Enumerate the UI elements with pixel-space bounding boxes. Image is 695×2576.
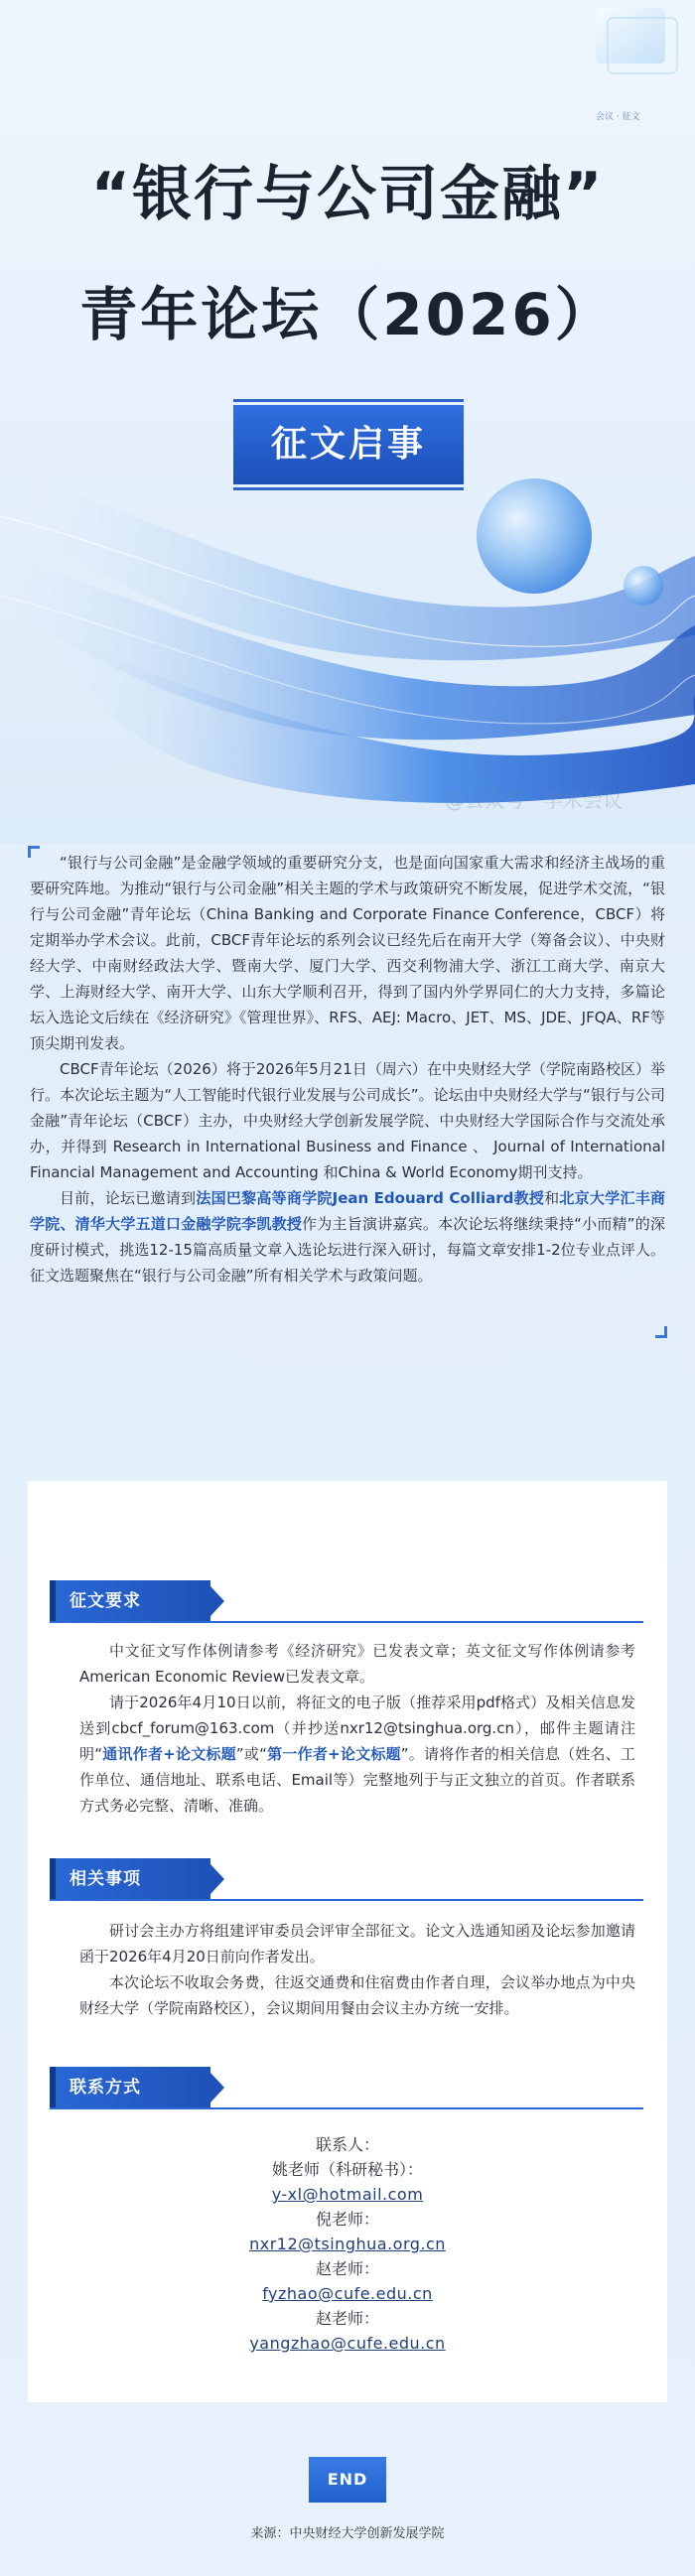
contact-name: 赵老师： xyxy=(315,2309,379,2328)
requirements-body xyxy=(79,1638,635,1819)
corner-bracket-icon xyxy=(655,1326,667,1338)
intro-paragraph-3: 目前，论坛已邀请到法国巴黎高等商学院Jean Edouard Colliard教授和北京大学汇丰商学院、清华大学五道口金融学院李凯教授作为主旨演讲嘉宾。本次论坛将继续秉持“小而精”的深度研讨模式，挑选12-15篇高质量文章入选论坛进行深入研讨，每篇文章安排1-2位专业点评人。征文选题聚焦在“银行与公司金融”所有相关学术与政策问题。 xyxy=(30,1189,665,1285)
notice-badge xyxy=(233,399,464,490)
title-line-1: “银行与公司金融” xyxy=(90,160,605,229)
related-paragraph-1: 研讨会主办方将组建评审委员会评审全部征文。论文入选通知函及论坛参加邀请函于2026年4月20日前向作者发出。 xyxy=(79,1922,635,1966)
contact-email-link[interactable]: fyzhao@cufe.edu.cn xyxy=(262,2284,433,2303)
tab-marker-icon xyxy=(50,1580,56,1622)
end-badge: END xyxy=(309,2457,386,2503)
info-panel xyxy=(28,1481,667,2402)
title-line-2: 青年论坛（2026） xyxy=(79,281,616,348)
section-header-related: 相关事项 xyxy=(50,1858,248,1900)
contact-list xyxy=(28,2132,667,2356)
related-body xyxy=(79,1918,635,2021)
intro-paragraph-1: “银行与公司金融”是金融学领域的重要研究分支，也是面向国家重大需求和经济主战场的重要研究阵地。为推动“银行与公司金融”相关主题的学术与政策研究不断发展，促进学术交流，“银行与公司金融”青年论坛（China Banking and Corporate Finance Conference，CBCF）将定期举办学术会议。此前，CBCF青年论坛的系列会议已经先后在南开大学（筹备会议）、中央财经大学、中南财经政法大学、暨南大学、厦门大学、西交利物浦大学、浙江工商大学、南京大学、上海财经大学、南开大学、山东大学顺利召开，得到了国内外学界同仁的大力支持，多篇论坛入选论文后续在《经济研究》《管理世界》、RFS、AEJ: Macro、JET、MS、JDE、JFQA、RF等顶尖期刊发表。 xyxy=(30,854,665,1052)
section-rule xyxy=(50,2107,643,2109)
contact-email-link[interactable]: nxr12@tsinghua.org.cn xyxy=(249,2235,446,2253)
section-rule xyxy=(50,1621,643,1623)
tab-marker-icon xyxy=(50,1858,56,1900)
arrow-tip-icon xyxy=(210,1864,224,1894)
badge-label: 征文启事 xyxy=(233,405,464,484)
contact-email-link[interactable]: y-xl@hotmail.com xyxy=(271,2185,424,2204)
contact-name: 倪老师： xyxy=(315,2210,379,2229)
intro-block xyxy=(30,850,665,1334)
contact-heading: 联系人： xyxy=(315,2135,379,2154)
corner-caption: 会议 · 征文 xyxy=(596,112,640,122)
requirements-paragraph-1: 中文征文写作体例请参考《经济研究》已发表文章；英文征文写作体例请参考American Economic Review已发表文章。 xyxy=(79,1642,635,1686)
cube-icon xyxy=(596,8,677,73)
hero-banner xyxy=(0,0,695,844)
badge-bottom-line xyxy=(233,487,464,490)
requirements-paragraph-2: 请于2026年4月10日以前，将征文的电子版（推荐采用pdf格式）及相关信息发送到cbcf_forum@163.com（并抄送nxr12@tsinghua.org.cn），邮件主题请注明“通讯作者+论文标题”或“第一作者+论文标题”。请将作者的相关信息（姓名、工作单位、通信地址、联系电话、Email等）完整地列于与正文独立的首页。作者联系方式务必完整、清晰、准确。 xyxy=(79,1694,636,1815)
corner-bracket-icon xyxy=(28,846,40,858)
watermark: @公众号 · 学术会议 xyxy=(445,788,624,812)
arrow-tip-icon xyxy=(210,1586,224,1616)
contact-name: 赵老师： xyxy=(315,2259,379,2278)
badge-top-line xyxy=(233,399,464,402)
source-note: 来源：中央财经大学创新发展学院 xyxy=(250,2526,445,2541)
section-header-requirements: 征文要求 xyxy=(50,1580,248,1622)
section-rule xyxy=(50,1899,643,1901)
orb-icon xyxy=(477,478,592,594)
contact-name: 姚老师（科研秘书）： xyxy=(271,2160,423,2179)
keynote-speaker-1: 法国巴黎高等商学院Jean Edouard Colliard教授 xyxy=(196,1189,545,1207)
related-paragraph-2: 本次论坛不收取会务费，往返交通费和住宿费由作者自理，会议举办地点为中央财经大学（学院南路校区），会议期间用餐由会议主办方统一安排。 xyxy=(79,1973,635,2017)
tab-marker-icon xyxy=(50,2067,56,2108)
arrow-tip-icon xyxy=(210,2073,224,2102)
section-header-contact: 联系方式 xyxy=(50,2067,248,2108)
intro-paragraph-2: CBCF青年论坛（2026）将于2026年5月21日（周六）在中央财经大学（学院南路校区）举行。本次论坛主题为“人工智能时代银行业发展与公司成长”。论坛由中央财经大学与“银行与公司金融”青年论坛（CBCF）主办，中央财经大学创新发展学院、中央财经大学国际合作与交流处承办，并得到 Research in International Business and Finance 、 Journal of International Financial Management and Accounting 和China & World Economy期刊支持。 xyxy=(30,1060,665,1181)
contact-email-link[interactable]: yangzhao@cufe.edu.cn xyxy=(249,2334,446,2353)
keynote-speaker-2: 北京大学汇丰商学院、清华大学五道口金融学院李凯教授 xyxy=(30,1189,665,1233)
